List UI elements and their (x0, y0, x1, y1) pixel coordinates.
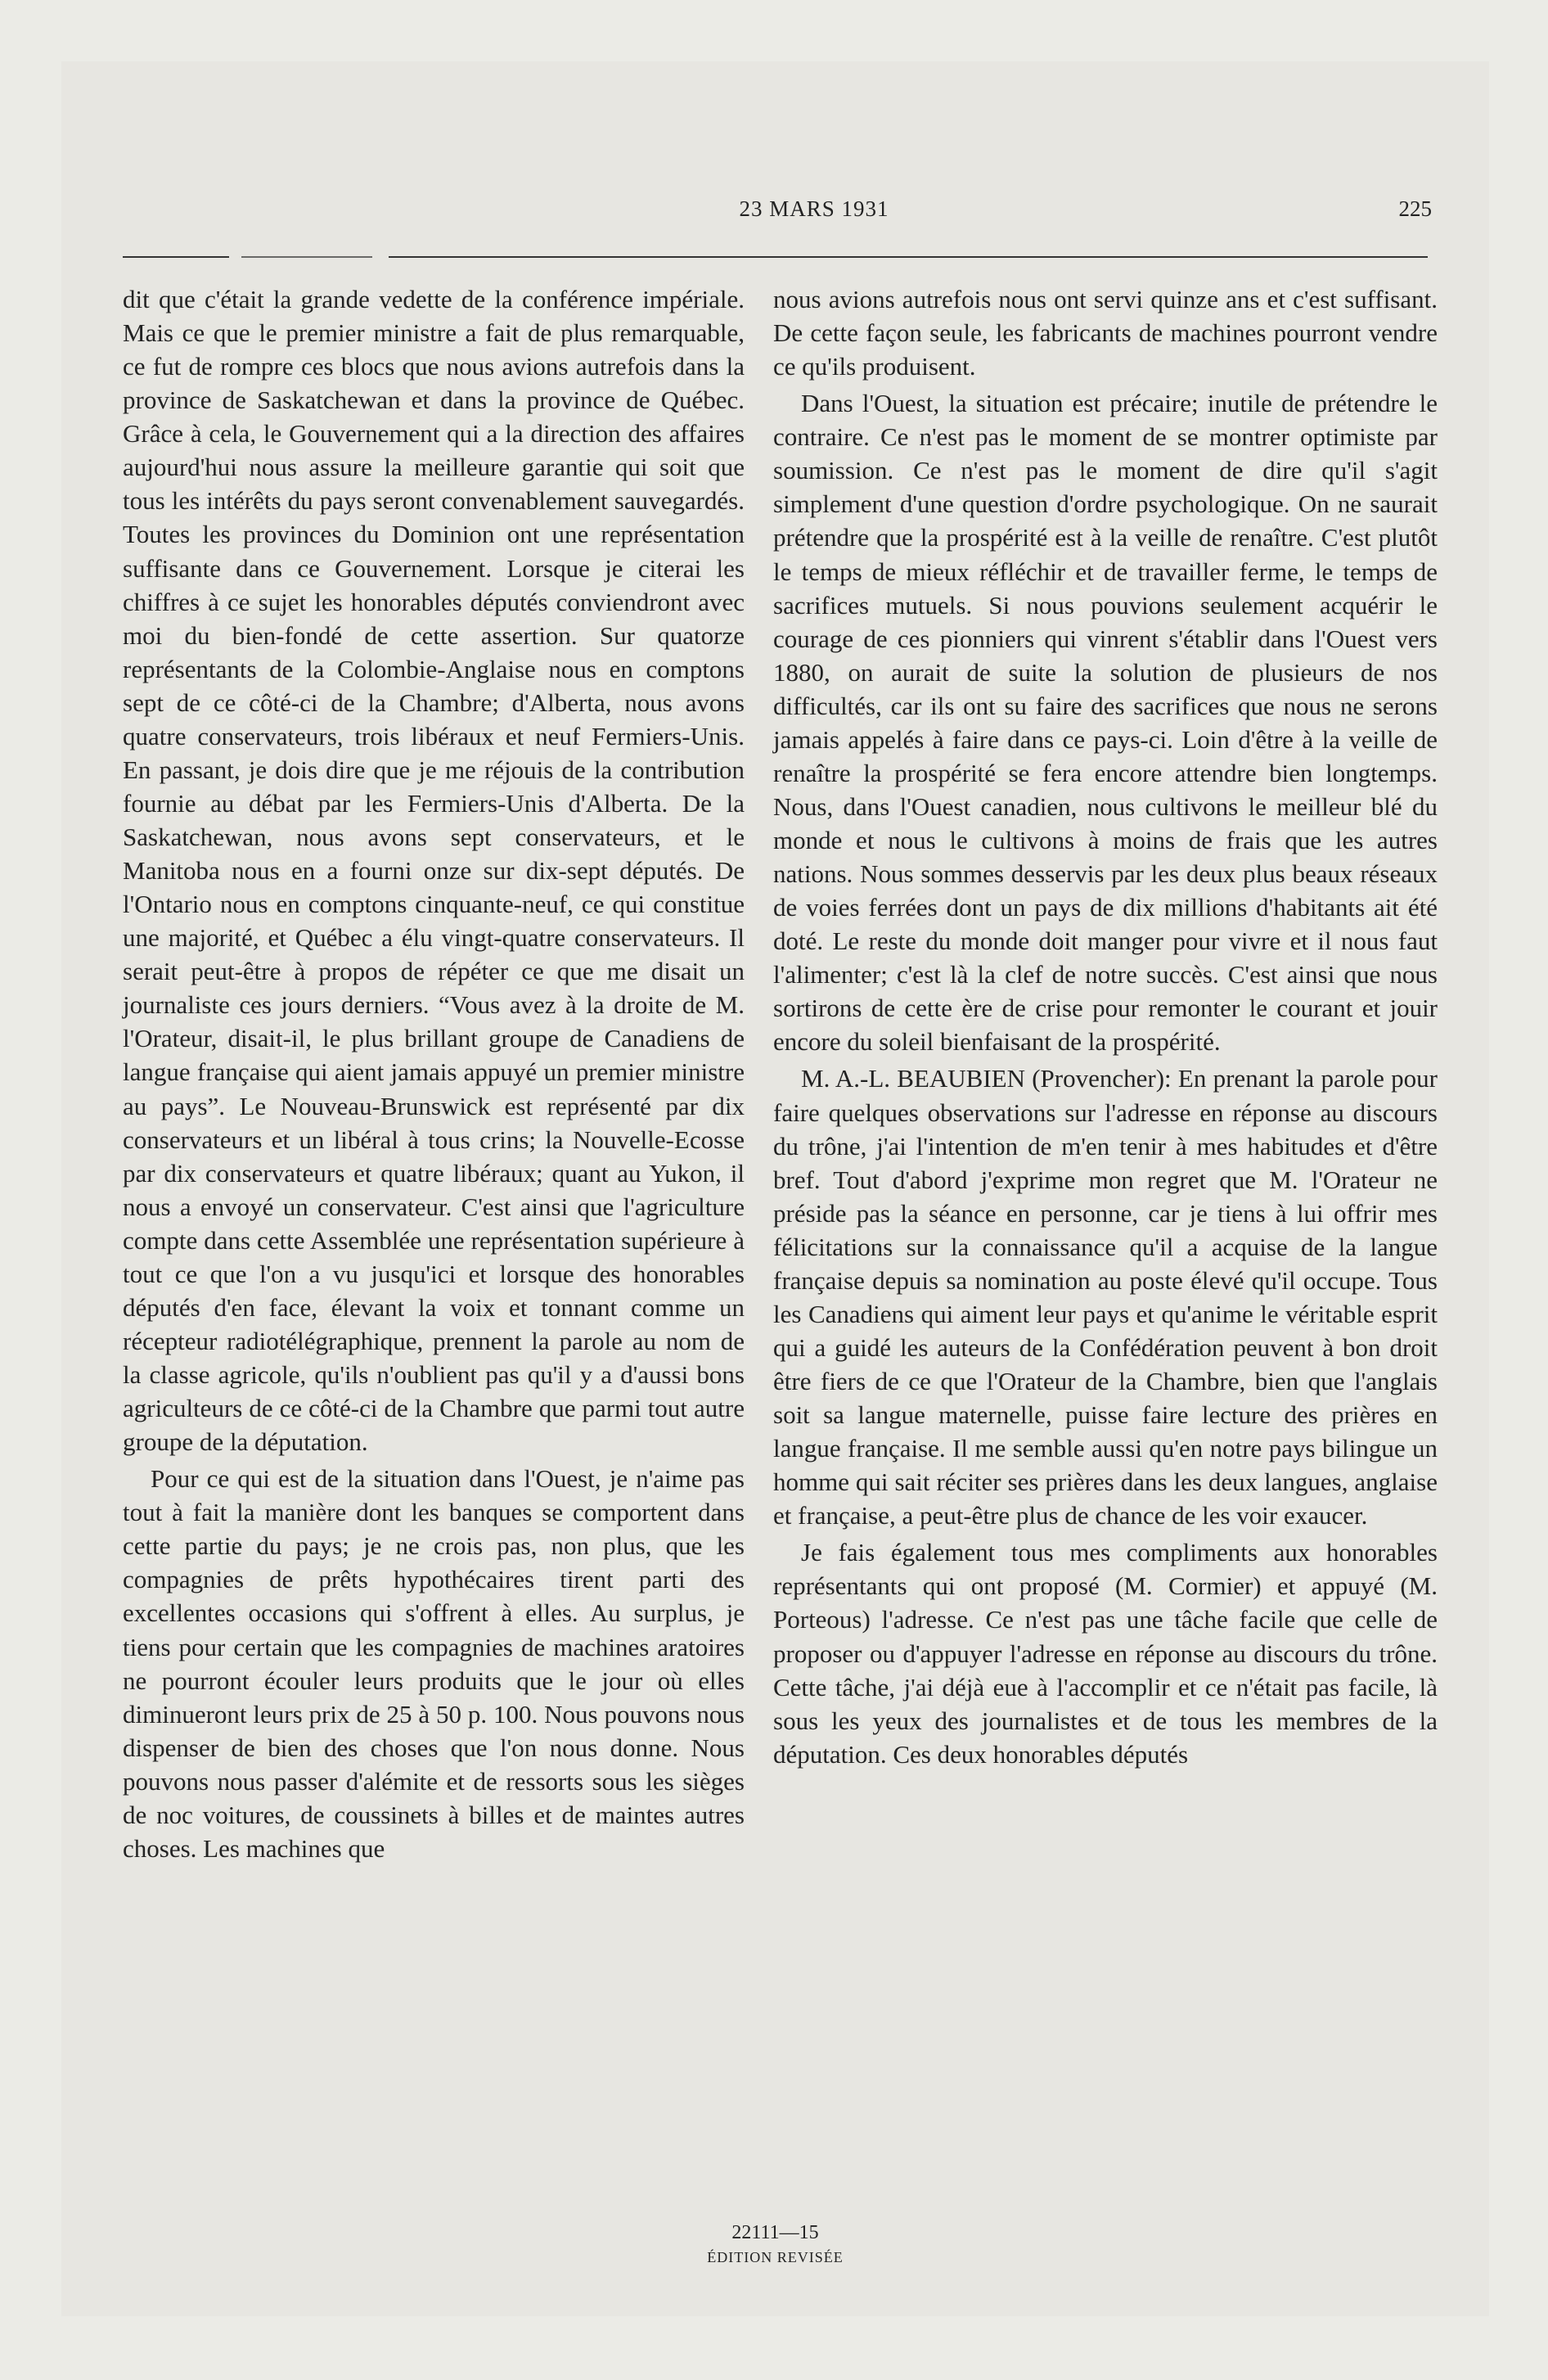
paragraph: Dans l'Ouest, la situation est précaire; inutile de prétendre le contraire. Ce n'est pas le moment de se montrer optimiste par soumission. Ce n'est pas le moment de dire qu'il s'agit simplement d'une question d'ordre psychologique. On ne saurait prétendre que la prospérité est à la veille de renaître. C'est plutôt le temps de mieux réfléchir et de travailler ferme, le temps de sacrifices mutuels. Si nous pouvions seulement acquérir le courage de ces pionniers qui vinrent s'établir dans l'Ouest vers 1880, on aurait de suite la solution de plusieurs de nos difficultés, car ils ont su faire des sacrifices que nous ne serons jamais appelés à faire dans ce pays-ci. Loin d'être à la veille de renaître la prospérité se fera encore attendre bien longtemps. Nous, dans l'Ouest canadien, nous cultivons le meilleur blé du monde et nous le cultivons à moins de frais que les autres nations. Nous sommes desservis par les deux plus beaux réseaux de voies ferrées dont un pays de dix millions d'habitants ait été doté. Le reste du monde doit manger pour vivre et il nous faut l'alimenter; c'est là la clef de notre succès. C'est ainsi que nous sortirons de cette ère de crise pour remonter le courant et jouir encore du soleil bienfaisant de la prospérité. (773, 389, 1438, 1057)
page-footer (61, 2222, 1489, 2266)
page-number: 225 (1398, 196, 1432, 221)
running-title: 23 MARS 1931 (739, 196, 889, 221)
paragraph: dit que c'était la grande vedette de la conférence impériale. Mais ce que le premier ministre a fait de plus remarquable, ce fut de rompre ces blocs que nous avions autrefois dans la province de Saskatchewan et dans la province de Québec. Grâce à cela, le Gouvernement qui a la direction des affaires aujourd'hui nous assure la meilleure garantie qui soit que tous les intérêts du pays seront convenablement sauvegardés. Toutes les provinces du Dominion ont une représentation suffisante dans ce Gouvernement. Lorsque je citerai les chiffres à ce sujet les honorables députés conviendront avec moi du bien-fondé de cette assertion. Sur quatorze représentants de la Colombie-Anglaise nous en comptons sept de ce côté-ci de la Chambre; d'Alberta, nous avons quatre conservateurs, trois libéraux et neuf Fermiers-Unis. En passant, je dois dire que je me réjouis de la contribution fournie au débat par les Fermiers-Unis d'Alberta. De la Saskatchewan, nous avons sept conservateurs, et le Manitoba nous en a fourni onze sur dix-sept députés. De l'Ontario nous en comptons cinquante-neuf, ce qui constitue une majorité, et Québec a élu vingt-quatre conservateurs. Il serait peut-être à propos de répéter ce que me disait un journaliste ces jours derniers. “Vous avez à la droite de M. l'Orateur, disait-il, le plus brillant groupe de Canadiens de langue française qui aient jamais appuyé un premier ministre au pays”. Le Nouveau-Brunswick est représenté par dix conservateurs et un libéral à tous crins; la Nouvelle-Ecosse par dix conservateurs et quatre libéraux; quant au Yukon, il nous a envoyé un conservateur. C'est ainsi que l'agriculture compte dans cette Assemblée une représentation supérieure à tout ce que l'on a vu jusqu'ici et lorsque des honorables députés d'en face, élevant la voix et tonnant comme un récepteur radiotélégraphique, prennent la parole au nom de la classe agricole, qu'ils n'oublient pas qu'il y a d'aussi bons agriculteurs de ce côté-ci de la Chambre que parmi tout autre groupe de la députation. (123, 285, 745, 1457)
paragraph: nous avions autrefois nous ont servi quinze ans et c'est suffisant. De cette façon seule, les fabricants de machines pourront vendre ce qu'ils produisent. (773, 285, 1438, 381)
header-rule (389, 256, 1428, 258)
paragraph: Pour ce qui est de la situation dans l'Ouest, je n'aime pas tout à fait la manière dont les banques se comportent dans cette partie du pays; je ne crois pas, non plus, que les compagnies de prêts hypothécaires tirent parti des excellentes occasions qui s'offrent à elles. Au surplus, je tiens pour certain que les compagnies de machines aratoires ne pourront écouler leurs produits que le jour où elles diminueront leurs prix de 25 à 50 p. 100. Nous pouvons nous dispenser de bien des choses que l'on nous donne. Nous pouvons nous passer d'alémite et de ressorts sous les sièges de noc voitures, de coussinets à billes et de maintes autres choses. Les machines que (123, 1464, 745, 1863)
right-column (773, 282, 1438, 1771)
page (61, 61, 1489, 2316)
paragraph: M. A.-L. BEAUBIEN (Provencher): En prenant la parole pour faire quelques observations sur l'adresse en réponse au discours du trône, j'ai l'intention de m'en tenir à mes habitudes et d'être bref. Tout d'abord j'exprime mon regret que M. l'Orateur ne préside pas la séance en personne, car je tiens à lui offrir mes félicitations sur la connaissance qu'il a acquise de la langue française depuis sa nomination au poste élevé qu'il occupe. Tous les Canadiens qui aiment leur pays et qu'anime le véritable esprit qui a guidé les auteurs de la Confédération peuvent à bon droit être fiers de ce que l'Orateur de la Chambre, bien que l'anglais soit sa langue maternelle, puisse faire lecture des prières en langue française. Il me semble aussi qu'en notre pays bilingue un homme qui sait réciter ses prières dans les deux langues, anglaise et française, a peut-être plus de chance de les voir exaucer. (773, 1064, 1438, 1530)
header-rule (123, 256, 229, 258)
left-column (123, 282, 745, 1865)
page-header (61, 196, 1489, 229)
paragraph: Je fais également tous mes compliments aux honorables représentants qui ont proposé (M. Cormier) et appuyé (M. Porteous) l'adresse. Ce n'est pas une tâche facile que celle de proposer ou d'appuyer l'adresse en réponse au discours du trône. Cette tâche, j'ai déjà eue à l'accomplir et ce n'était pas facile, là sous les yeux des journalistes et de tous les membres de la députation. Ces deux honorables députés (773, 1538, 1438, 1769)
print-code: 22111—15 (731, 2222, 819, 2243)
edition-label: ÉDITION REVISÉE (707, 2249, 844, 2265)
header-rule (241, 256, 372, 258)
